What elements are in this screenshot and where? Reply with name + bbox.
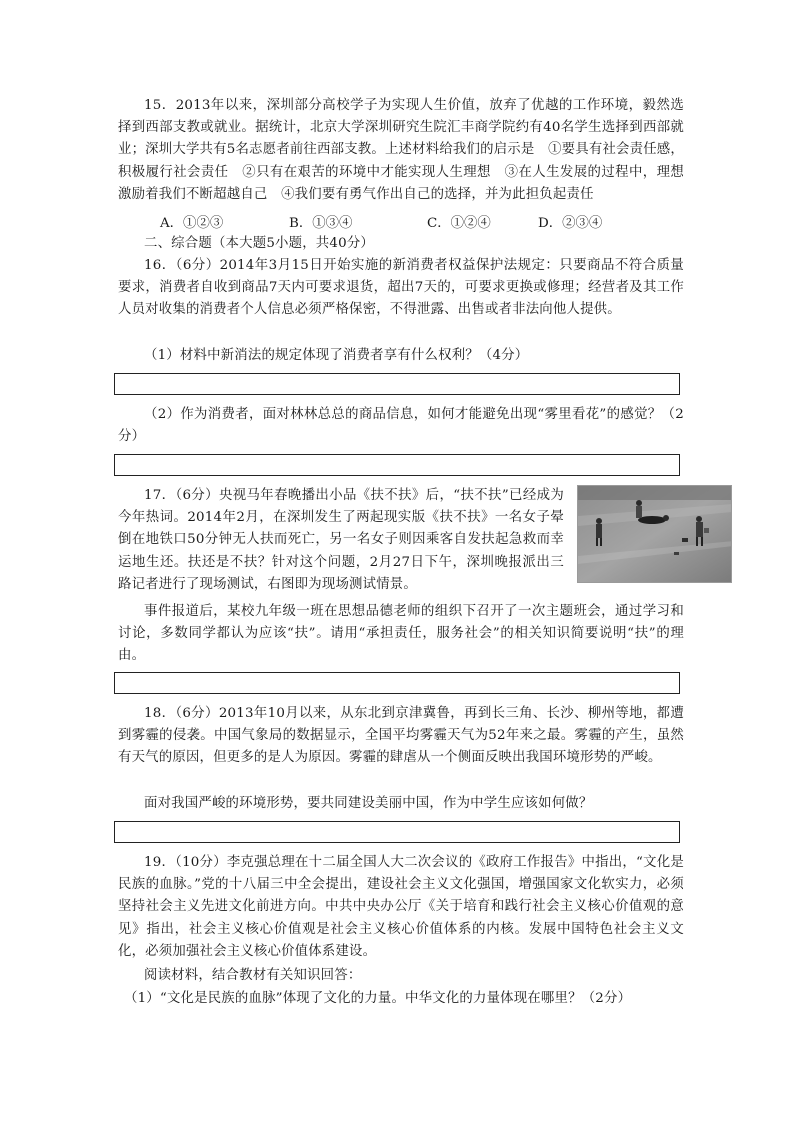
question-16-sub1: （1）材料中新消法的规定体现了消费者享有什么权利？（4分）	[144, 348, 529, 363]
answer-box-17[interactable]	[114, 672, 680, 694]
question-17-text2: 事件报道后，某校九年级一班在思想品德老师的组织下召开了一次主题班会，通过学习和讨论，多数同学都认为应该“扶”。请用“承担责任，服务社会”的相关知识简要说明“扶”的理由。	[118, 604, 684, 664]
option-a: A．①②③	[160, 216, 224, 231]
question-18-text: 18．（6分）2013年10月以来，从东北到京津冀鲁，再到长三角、长沙、柳州等地，都遭到雾霾的侵袭。中国气象局的数据显示，全国平均雾霾天气为52年来之最。雾霾的产生，虽然有天气的原因，但更多的是人为原因。雾霾的肆虐从一个侧面反映出我国环境形势的严峻。	[118, 706, 684, 766]
question-19-text: 19．（10分）李克强总理在十二届全国人大二次会议的《政府工作报告》中指出，“文化是民族的血脉。”党的十八届三中全会提出，建设社会主义文化强国，增强国家文化软实力，必须坚持社会主义先进文化前进方向。中共中央办公厅《关于培育和践行社会主义核心价值观的意见》指出，社会主义核心价值观是社会主义核心价值体系的内核。发展中国特色社会主义文化，必须加强社会主义核心价值体系建设。	[118, 855, 684, 959]
answer-box-16-1[interactable]	[114, 373, 680, 395]
question-18-prompt: 面对我国严峻的环境形势，要共同建设美丽中国，作为中学生应该如何做？	[144, 796, 593, 811]
question-15-text: 15．2013年以来，深圳部分高校学子为实现人生价值，放弃了优越的工作环境，毅然选择到西部支教或就业。据统计，北京大学深圳研究生院汇丰商学院约有40名学生选择到西部就业；深圳大学共有5名志愿者前往西部支教。上述材料给我们的启示是 ①要具有社会责任感，积极履行社会责任 ②只有在艰苦的环境中才能实现人生理想 ③在人生发展的过程中，理想激励着我们不断超越自己 ④我们要有勇气作出自己的选择，并为此担负起责任	[118, 98, 684, 202]
answer-box-16-2[interactable]	[114, 454, 680, 476]
street-test-photo	[577, 485, 732, 583]
question-16-sub2: （2）作为消费者，面对林林总总的商品信息，如何才能避免出现“雾里看花”的感觉？（2分）	[118, 407, 684, 445]
photo-image	[578, 486, 732, 583]
question-16-text: 16．（6分）2014年3月15日开始实施的新消费者权益保护法规定：只要商品不符合质量要求，消费者自收到商品7天内可要求退货，超出7天的，可要求更换或修理；经营者及其工作人员对收集的消费者个人信息必须严格保密，不得泄露、出售或者非法向他人提供。	[118, 258, 684, 318]
answer-box-18[interactable]	[114, 821, 680, 843]
question-19-instruction: 阅读材料，结合教材有关知识回答：	[144, 968, 362, 983]
question-15-options	[160, 212, 680, 234]
question-17-text: 17．（6分）央视马年春晚播出小品《扶不扶》后，“扶不扶”已经成为今年热词。2014年2月，在深圳发生了两起现实版《扶不扶》一名女子晕倒在地铁口50分钟无人扶而死亡，另一名女子则因乘客自发扶起急救而幸运地生还。扶还是不扶？针对这个问题，2月27日下午，深圳晚报派出三路记者进行了现场测试，右图即为现场测试情景。	[118, 488, 564, 592]
question-19-sub1: （1）“文化是民族的血脉”体现了文化的力量。中华文化的力量体现在哪里？（2分）	[124, 991, 632, 1006]
option-d: D．②③④	[538, 216, 603, 231]
section-2-heading: 二、综合题（本大题5小题，共40分）	[144, 236, 375, 251]
option-c: C．①②④	[427, 216, 491, 231]
option-b: B．①③④	[289, 216, 353, 231]
